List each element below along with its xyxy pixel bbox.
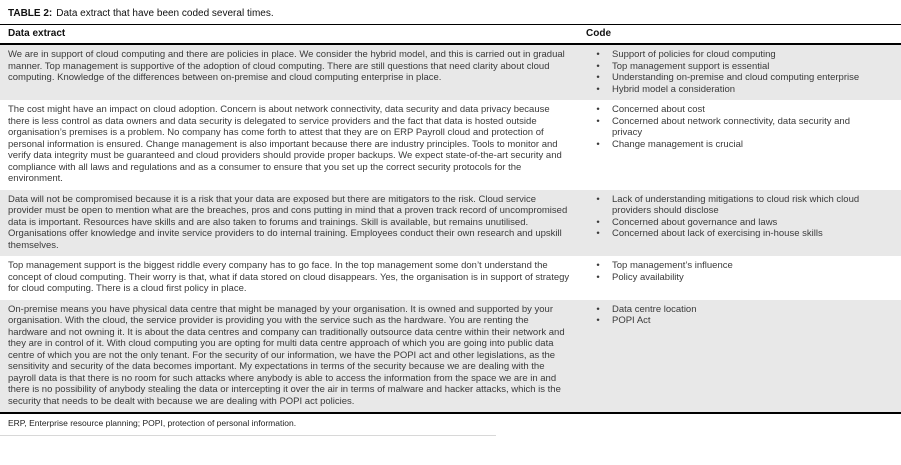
bullet-icon: •	[596, 260, 600, 271]
data-extract-cell: We are in support of cloud computing and there are policies in place. We consider the hybrid model, and this is carried out in gradual manner. Top management is supportive of the adoption of cloud computing. There are still questions that need clarity about cloud computing. Knowledge of the differences between on-premise and cloud computing enterprise in place.	[8, 49, 565, 83]
code-item	[584, 304, 875, 316]
page-divider	[0, 435, 496, 436]
code-cell	[578, 300, 901, 413]
table-row	[0, 100, 901, 190]
code-text: Support of policies for cloud computing	[612, 49, 776, 60]
table-row	[0, 45, 901, 100]
code-item	[584, 194, 875, 217]
code-text: Lack of understanding mitigations to cloud risk which cloud providers should disclose	[612, 193, 860, 216]
code-text: Concerned about governance and laws	[612, 216, 778, 228]
code-cell	[578, 100, 901, 190]
bullet-icon: •	[596, 104, 600, 115]
code-text: POPI Act	[612, 315, 651, 326]
code-item	[584, 228, 875, 240]
bullet-icon: •	[596, 193, 600, 205]
code-cell	[578, 256, 901, 300]
bullet-icon: •	[596, 216, 600, 228]
code-list	[584, 49, 875, 95]
code-item	[584, 139, 875, 151]
code-text: Concerned about network connectivity, data security and privacy	[612, 115, 850, 138]
code-cell	[578, 45, 901, 100]
bullet-icon: •	[596, 303, 600, 315]
code-text: Understanding on-premise and cloud computing enterprise	[612, 72, 860, 83]
table-body	[0, 45, 901, 412]
code-text: Concerned about lack of exercising in-house skills	[612, 228, 823, 239]
code-list	[584, 194, 875, 240]
code-text: Concerned about cost	[612, 104, 705, 115]
code-item	[584, 217, 875, 229]
caption-label: TABLE 2:	[8, 8, 53, 19]
data-extract-cell: The cost might have an impact on cloud adoption. Concern is about network connectivity, data security and data privacy because there is less control as data owners and data security is delegated to service providers and the fact that data is hosted outside organisation’s premises is a problem. No company has come forth to attest that they are on ERP Payroll cloud and protection of personal information is ensured. Change management is also important because there are industry principles. Tools to monitor and verify data integrity must be guaranteed and cloud providers should provide proper backups. We expect state-of-the-art security and compliance with all laws and regulations and as a consumer to ensure that you set up the correct security protocols for the environment.	[8, 104, 562, 184]
table-row	[0, 256, 901, 300]
data-extract-cell: On-premise means you have physical data centre that might be managed by your organisation. It is owned and supported by your organisation. With the cloud, the service provider is providing you with the service such as the hardware. You are renting the hardware and not owning it. It is about the data centres and company can traditionally outsource data centre within their network and they are in control of it. With cloud computing you are opting for multi data centre approach of which you are going into public data centre of which you are not the only tenant. For the security of our information, we have the POPI act and other legislations, as the sensitivity and security of the data becomes important. My expectations in terms of the security because we are dealing with the payroll data is that there is no room for such attacks where anybody is able to access the information from the space we are in and there is no possibility of anybody stealing the data or intercepting it over the air in terms of malware and hacker attacks, which is the security that needs to be dealt with because we are dealing with POPI act policies.	[8, 303, 565, 407]
code-item	[584, 104, 875, 116]
code-text: Change management is crucial	[612, 138, 743, 150]
bullet-icon: •	[596, 72, 600, 83]
code-list	[584, 260, 875, 283]
code-item	[584, 49, 875, 61]
bullet-icon: •	[596, 60, 600, 72]
code-item	[584, 272, 875, 284]
data-extract-cell: Data will not be compromised because it is a risk that your data are exposed but there are mitigators to the risk. Cloud service provider must be open to mention what are the breaches, pros and cons putting in mind that a proven track record of uncompromised data is important. Resources have skills and are also taken to forums and trainings. Skill is available, but remains unutilised. Organisations offer knowledge and invite service providers to do internal training. Employees conduct their own research and upskill themselves.	[8, 193, 568, 251]
code-text: Data centre location	[612, 303, 697, 315]
bullet-icon: •	[596, 115, 600, 127]
code-text: Policy availability	[612, 271, 684, 283]
code-cell	[578, 190, 901, 257]
code-item	[584, 315, 875, 327]
table-row	[0, 190, 901, 257]
table-header	[0, 25, 901, 46]
caption-text: Data extract that have been coded several times.	[56, 8, 274, 19]
bullet-icon: •	[596, 83, 600, 95]
data-extract-cell: Top management support is the biggest riddle every company has to go face. In the top management some don’t understand the concept of cloud computing. Their worry is that, what if data stored on cloud disappears. Yes, the organisation is in support of strategy for cloud computing. There is a cloud first policy in place.	[8, 260, 570, 294]
code-list	[584, 104, 875, 150]
column-header-data-extract: Data extract	[8, 27, 66, 39]
code-item	[584, 260, 875, 272]
bullet-icon: •	[596, 315, 600, 326]
code-item	[584, 61, 875, 73]
bullet-icon: •	[596, 228, 600, 239]
table-row	[0, 300, 901, 413]
bullet-icon: •	[596, 138, 600, 150]
bullet-icon: •	[596, 49, 600, 60]
code-item	[584, 116, 875, 139]
table-caption	[0, 0, 901, 25]
bullet-icon: •	[596, 271, 600, 283]
code-list	[584, 304, 875, 327]
code-text: Hybrid model a consideration	[612, 83, 736, 95]
code-item	[584, 72, 875, 84]
code-text: Top management’s influence	[612, 260, 733, 271]
code-text: Top management support is essential	[612, 60, 770, 72]
table-footnote: ERP, Enterprise resource planning; POPI, protection of personal information.	[8, 418, 297, 428]
column-header-code: Code	[586, 27, 611, 39]
code-item	[584, 84, 875, 96]
